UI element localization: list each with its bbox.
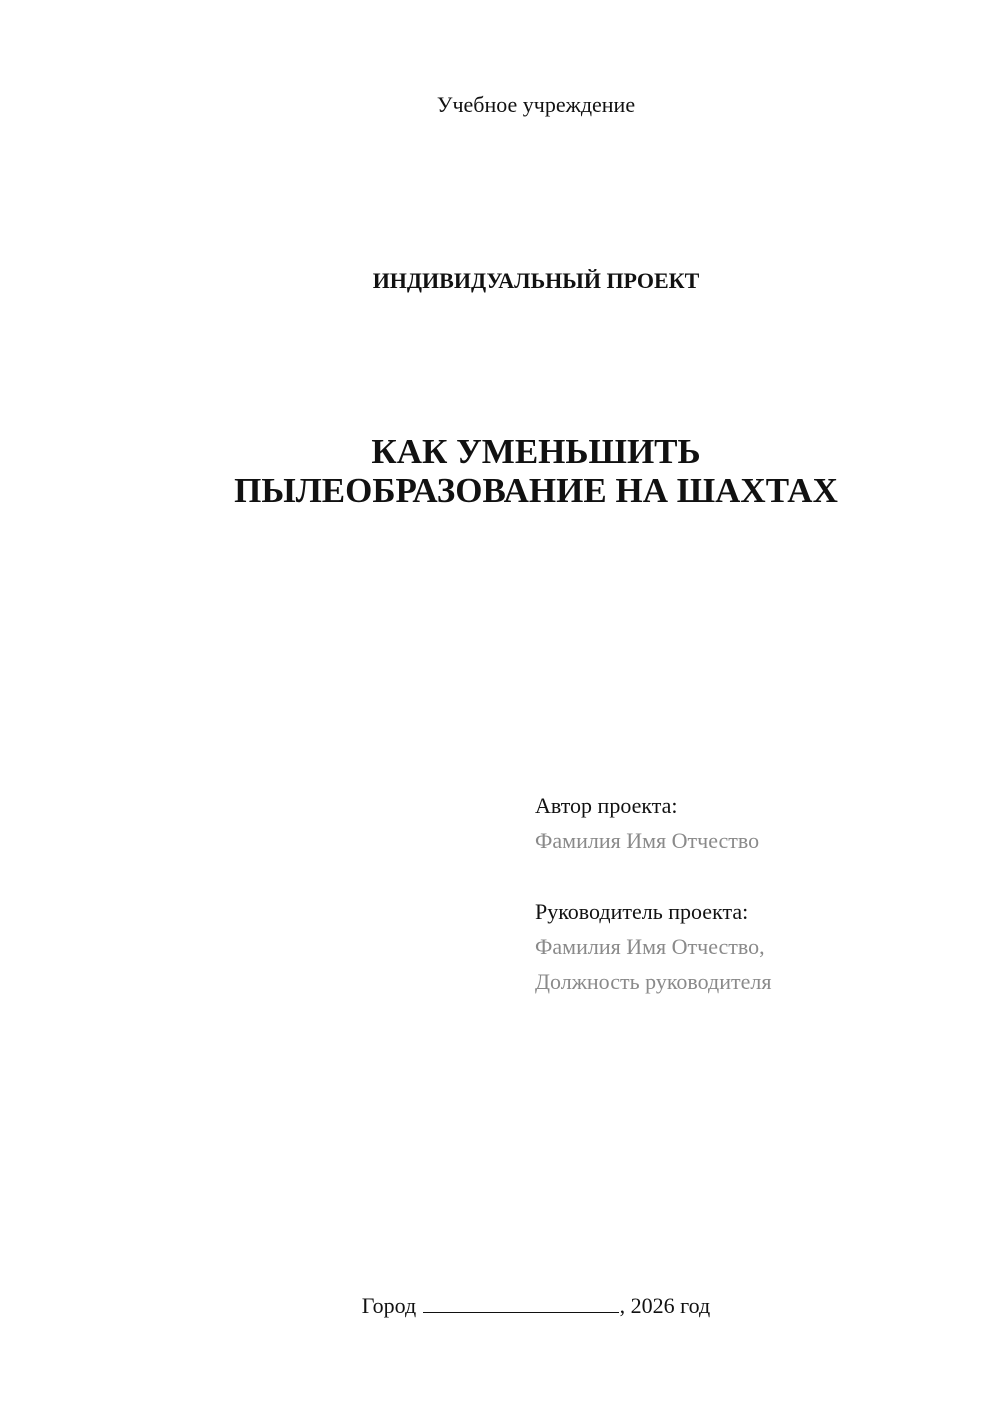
supervisor-position: Должность руководителя (535, 969, 772, 994)
city-label: Город (361, 1293, 417, 1318)
project-title (0, 432, 1000, 510)
info-spacer (535, 858, 771, 894)
project-info-block (535, 788, 771, 999)
project-title-line-1: КАК УМЕНЬШИТЬ (371, 432, 701, 471)
supervisor-name: Фамилия Имя Отчество, (535, 934, 765, 959)
author-name: Фамилия Имя Отчество (535, 828, 760, 853)
project-title-line-2: ПЫЛЕОБРАЗОВАНИЕ НА ШАХТАХ (234, 471, 838, 510)
city-year-footer (0, 1290, 1000, 1319)
year-label: , 2026 год (619, 1293, 711, 1318)
document-type: ИНДИВИДУАЛЬНЫЙ ПРОЕКТ (372, 268, 700, 293)
supervisor-label: Руководитель проекта: (535, 899, 749, 924)
author-label: Автор проекта: (535, 793, 678, 818)
institution-name: Учебное учреждение (436, 92, 636, 117)
city-blank-line (423, 1290, 619, 1313)
